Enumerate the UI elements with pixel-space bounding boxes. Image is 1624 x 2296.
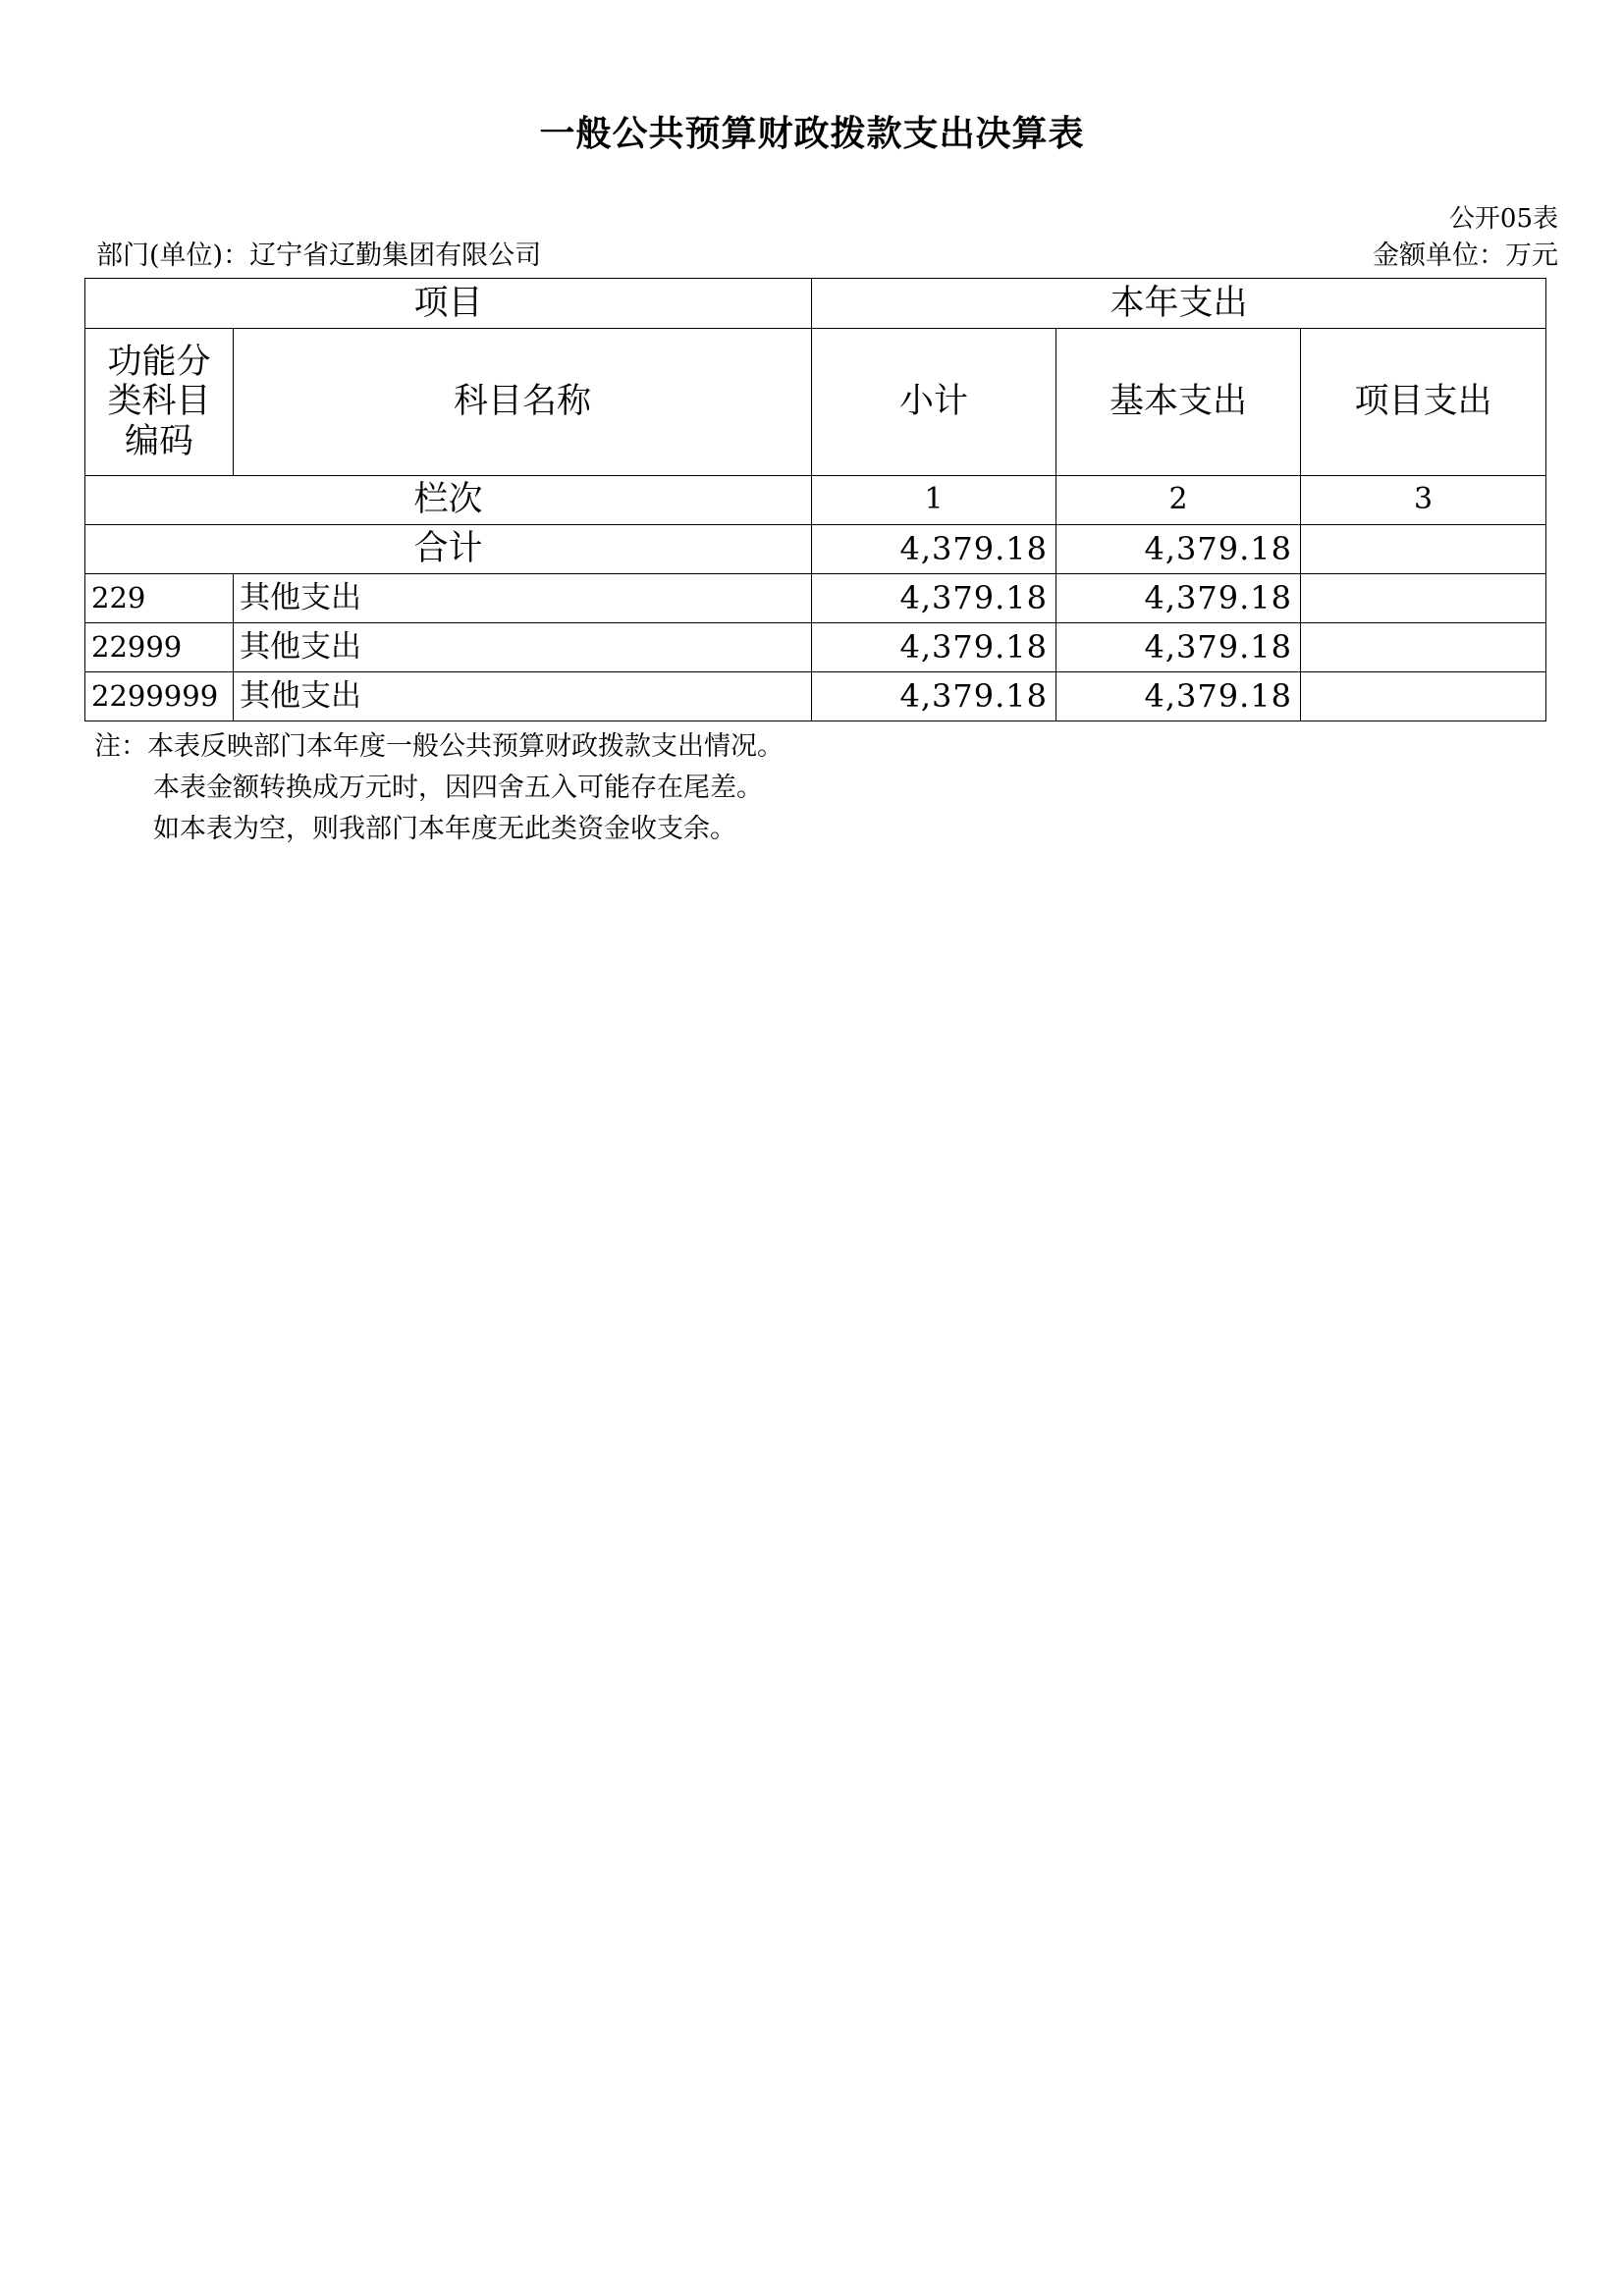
header-name: 科目名称 [234,329,812,476]
header-item: 项目 [85,279,812,329]
header-row-2 [85,329,1546,476]
row-subtotal: 4,379.18 [812,623,1056,672]
table-row [85,574,1546,623]
table-row [85,672,1546,721]
row-subtotal: 4,379.18 [812,672,1056,721]
row-name: 其他支出 [234,623,812,672]
table-row [85,623,1546,672]
notes [94,726,784,850]
row-name: 其他支出 [234,672,812,721]
form-number: 公开05表 [1448,204,1558,234]
total-project [1301,525,1546,574]
row-subtotal: 4,379.18 [812,574,1056,623]
row-name: 其他支出 [234,574,812,623]
note-line-2: 本表金额转换成万元时，因四舍五入可能存在尾差。 [153,773,763,803]
row-code: 2299999 [85,672,234,721]
column-index-label: 栏次 [85,476,812,525]
note-line-3: 如本表为空，则我部门本年度无此类资金收支余。 [153,814,736,844]
row-basic: 4,379.18 [1056,623,1301,672]
header-code: 功能分类科目编码 [85,329,234,476]
total-basic: 4,379.18 [1056,525,1301,574]
column-index-row [85,476,1546,525]
column-index-2: 2 [1056,476,1301,525]
total-row [85,525,1546,574]
total-subtotal: 4,379.18 [812,525,1056,574]
row-project [1301,574,1546,623]
header-row-1 [85,279,1546,329]
column-index-3: 3 [1301,476,1546,525]
row-basic: 4,379.18 [1056,574,1301,623]
header-year-expense: 本年支出 [812,279,1546,329]
row-project [1301,623,1546,672]
note-line-1: 注：本表反映部门本年度一般公共预算财政拨款支出情况。 [94,731,784,762]
page-title: 一般公共预算财政拨款支出决算表 [539,114,1085,154]
header-project: 项目支出 [1301,329,1546,476]
column-index-1: 1 [812,476,1056,525]
header-basic: 基本支出 [1056,329,1301,476]
row-code: 229 [85,574,234,623]
row-basic: 4,379.18 [1056,672,1301,721]
amount-unit-label: 金额单位：万元 [1373,240,1558,271]
row-code: 22999 [85,623,234,672]
expenditure-table [84,278,1546,721]
department-label: 部门(单位)：辽宁省辽勤集团有限公司 [96,240,542,271]
total-label: 合计 [85,525,812,574]
row-project [1301,672,1546,721]
header-subtotal: 小计 [812,329,1056,476]
